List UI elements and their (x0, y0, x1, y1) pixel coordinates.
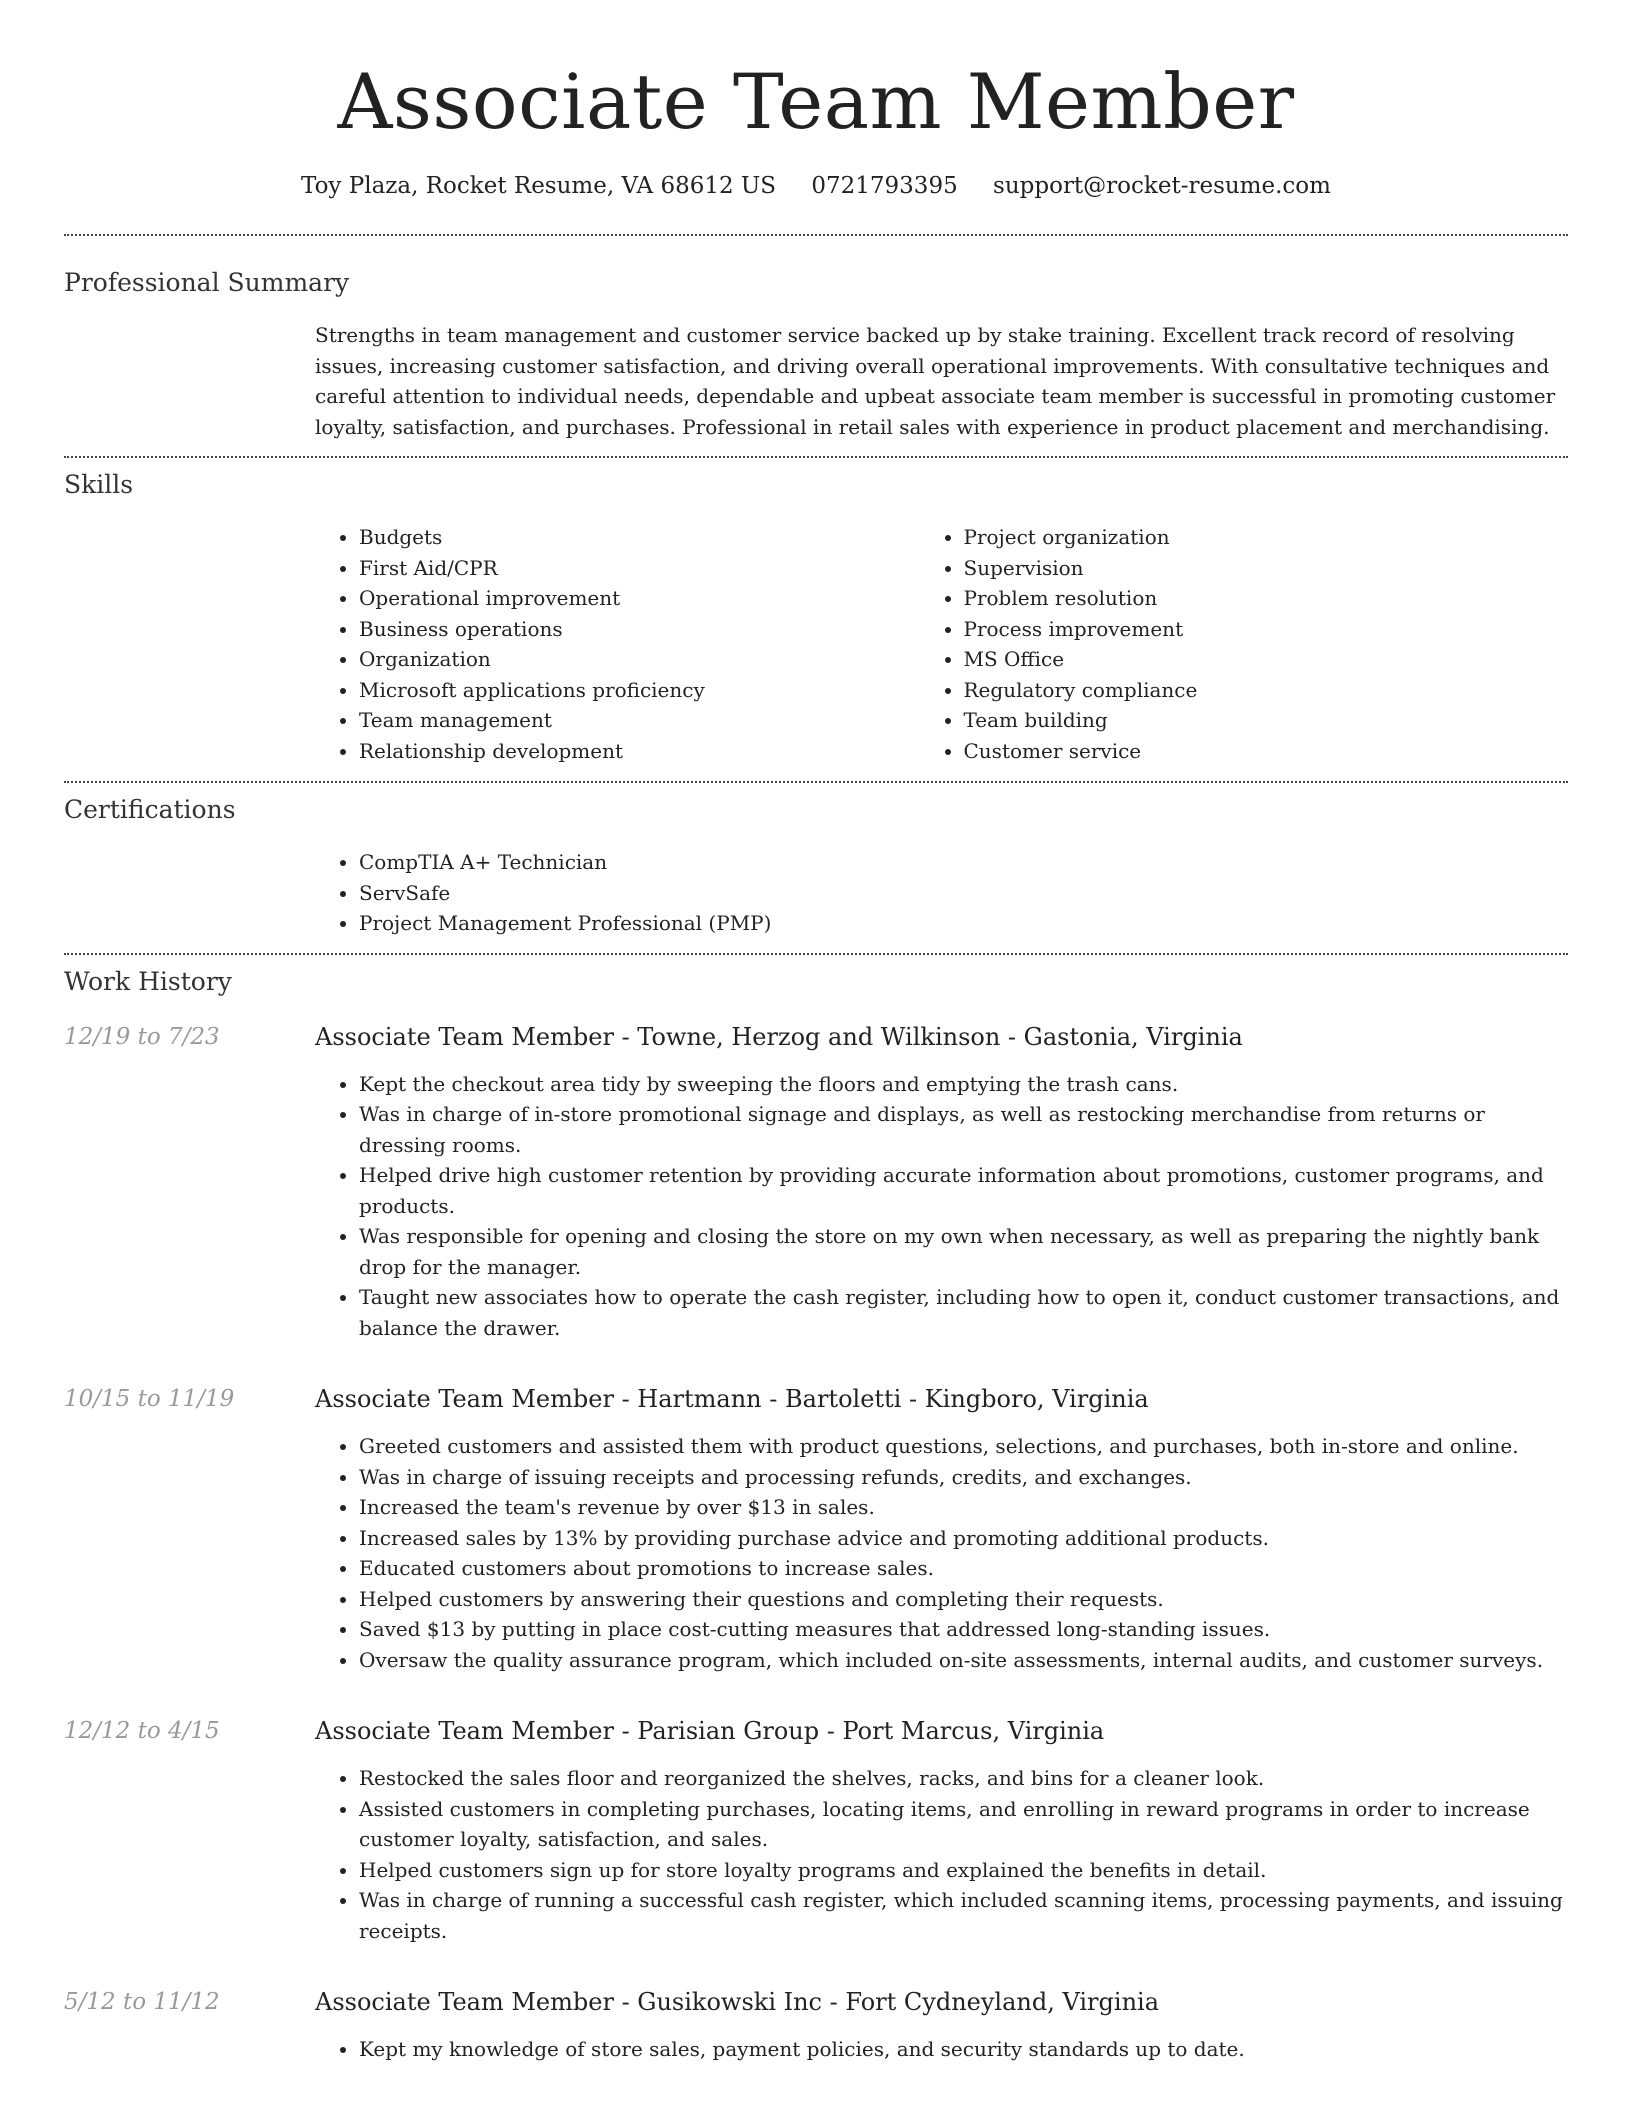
summary-text: Strengths in team management and customer service backed up by stake training. Excellent track record of resolving issues, increasing customer satisfaction, and driving overall operational improvements. With consultative techniques and careful attention to individual needs, dependable and upbeat associate team member is successful in promoting customer loyalty, satisfaction, and purchases. Professional in retail sales with experience in product placement and merchandising. (315, 323, 1556, 439)
certification-item: • Project Management Professional (PMP) (359, 908, 1568, 939)
certifications-section (64, 783, 1568, 953)
job-dates: 5/12 to 11/12 (64, 1989, 220, 2015)
job-bullet: • Saved $13 by putting in place cost-cutting measures that addressed long-standing issues. (359, 1614, 1568, 1645)
job-entry (64, 1986, 1568, 2065)
skills-list-left (315, 522, 964, 766)
skills-section (64, 458, 1568, 781)
job-bullet: • Was responsible for opening and closing the store on my own when necessary, as well as preparing the nightly bank drop for the manager. (359, 1221, 1568, 1282)
job-dates: 10/15 to 11/19 (64, 1386, 235, 1412)
job-bullet: • Helped customers sign up for store loyalty programs and explained the benefits in detail. (359, 1855, 1568, 1886)
certifications-body (315, 847, 1568, 953)
skill-item: • Operational improvement (359, 583, 964, 614)
certification-item: • CompTIA A+ Technician (359, 847, 1568, 878)
skill-item: • Regulatory compliance (964, 675, 1569, 706)
skill-item: • Relationship development (359, 736, 964, 767)
skills-list-right (964, 522, 1569, 766)
work-history-section (64, 955, 1568, 2065)
job-bullet: • Increased the team's revenue by over $13 in sales. (359, 1492, 1568, 1523)
skill-item: • Microsoft applications proficiency (359, 675, 964, 706)
job-heading: Associate Team Member - Towne, Herzog and Wilkinson - Gastonia, Virginia (315, 1022, 1243, 1051)
skill-item: • Supervision (964, 553, 1569, 584)
skill-item: • Team building (964, 705, 1569, 736)
job-bullets (315, 1069, 1568, 1344)
job-entry (64, 1715, 1568, 1946)
candidate-name: Associate Team Member (337, 57, 1295, 146)
job-bullet: • Increased sales by 13% by providing purchase advice and promoting additional products. (359, 1523, 1568, 1554)
skills-grid (315, 522, 1568, 781)
job-bullet: • Was in charge of in-store promotional signage and displays, as well as restocking merchandise from returns or dressing rooms. (359, 1099, 1568, 1160)
contact-line (64, 170, 1568, 202)
job-bullets (315, 1431, 1568, 1675)
job-bullet: • Assisted customers in completing purchases, locating items, and enrolling in reward programs in order to increase customer loyalty, satisfaction, and sales. (359, 1794, 1568, 1855)
job-heading: Associate Team Member - Gusikowski Inc - Fort Cydneyland, Virginia (315, 1988, 1160, 2016)
job-bullet: • Was in charge of running a successful cash register, which included scanning items, processing payments, and issuing receipts. (359, 1885, 1568, 1946)
job-bullet: • Helped customers by answering their questions and completing their requests. (359, 1584, 1568, 1615)
skill-item: • Customer service (964, 736, 1569, 767)
job-bullet: • Greeted customers and assisted them with product questions, selections, and purchases, both in-store and online. (359, 1431, 1568, 1462)
certifications-title: Certifications (64, 795, 236, 824)
job-bullet: • Kept the checkout area tidy by sweeping the floors and emptying the trash cans. (359, 1069, 1568, 1100)
contact-email: support@rocket-resume.com (993, 173, 1331, 199)
job-bullets (315, 1763, 1568, 1946)
skill-item: • Organization (359, 644, 964, 675)
skill-item: • Problem resolution (964, 583, 1569, 614)
skills-title: Skills (64, 470, 134, 499)
job-entry (64, 1021, 1568, 1344)
skill-item: • Budgets (359, 522, 964, 553)
contact-address: Toy Plaza, Rocket Resume, VA 68612 US (301, 173, 777, 199)
job-bullet: • Was in charge of issuing receipts and processing refunds, credits, and exchanges. (359, 1462, 1568, 1493)
job-heading: Associate Team Member - Hartmann - Bartoletti - Kingboro, Virginia (315, 1385, 1149, 1413)
job-heading: Associate Team Member - Parisian Group - Port Marcus, Virginia (315, 1717, 1105, 1745)
skill-item: • Business operations (359, 614, 964, 645)
summary-section (64, 236, 1568, 456)
job-bullets (315, 2034, 1568, 2065)
work-history-title: Work History (64, 966, 232, 996)
certifications-list (315, 847, 1568, 939)
job-bullet: • Taught new associates how to operate the cash register, including how to open it, conduct customer transactions, and balance the drawer. (359, 1282, 1568, 1343)
job-bullet: • Educated customers about promotions to increase sales. (359, 1553, 1568, 1584)
job-bullet: • Kept my knowledge of store sales, payment policies, and security standards up to date. (359, 2034, 1568, 2065)
resume-page (64, 0, 1568, 2065)
contact-phone: 0721793395 (811, 173, 958, 199)
skill-item: • Process improvement (964, 614, 1569, 645)
job-bullet: • Oversaw the quality assurance program, which included on-site assessments, internal audits, and customer surveys. (359, 1645, 1568, 1676)
certification-item: • ServSafe (359, 878, 1568, 909)
summary-title: Professional Summary (64, 268, 350, 297)
job-dates: 12/12 to 4/15 (64, 1718, 220, 1744)
job-bullet: • Helped drive high customer retention by providing accurate information about promotions, customer programs, and products. (359, 1160, 1568, 1221)
skill-item: • MS Office (964, 644, 1569, 675)
skill-item: • Team management (359, 705, 964, 736)
skill-item: • Project organization (964, 522, 1569, 553)
job-entry (64, 1383, 1568, 1675)
skill-item: • First Aid/CPR (359, 553, 964, 584)
job-bullet: • Restocked the sales floor and reorganized the shelves, racks, and bins for a cleaner look. (359, 1763, 1568, 1794)
job-dates: 12/19 to 7/23 (64, 1023, 220, 1050)
